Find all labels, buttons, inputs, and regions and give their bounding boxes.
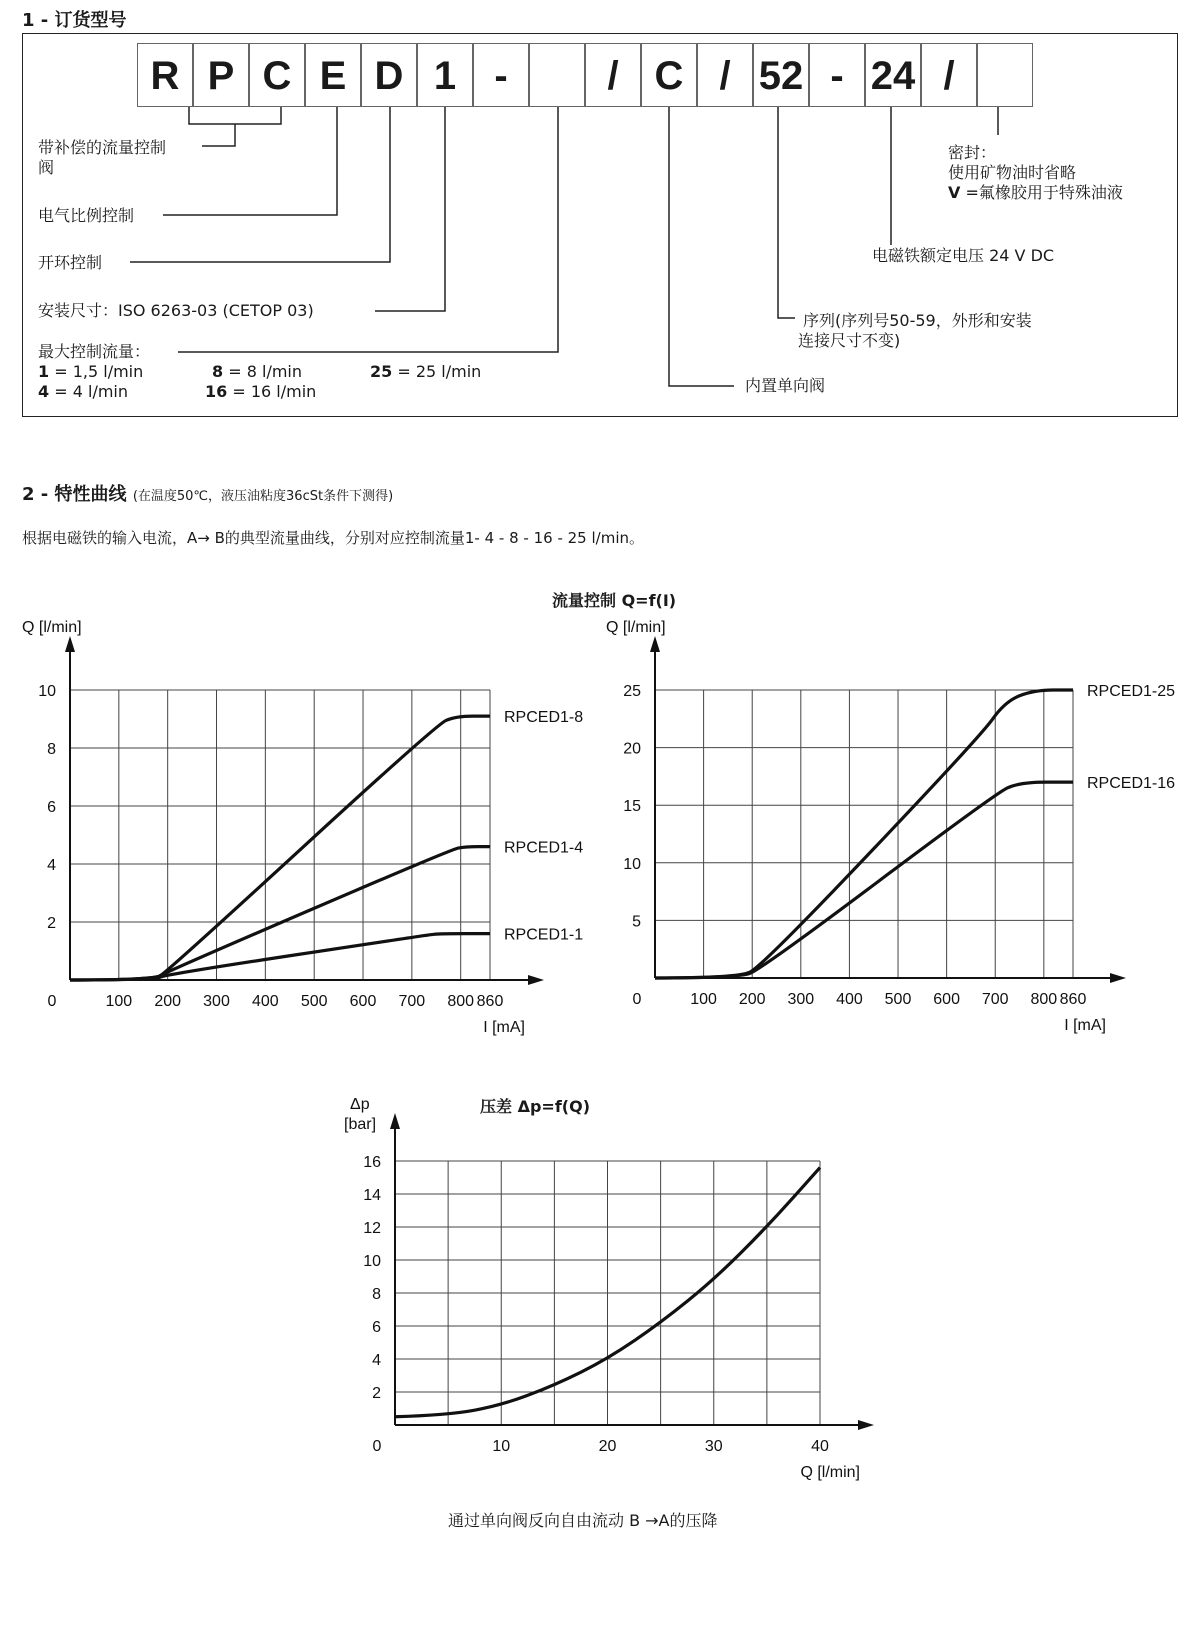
x-tick-label: 20 <box>598 1438 617 1455</box>
label-seal-title: 密封： <box>948 143 997 162</box>
label-seal-mineral: 使用矿物油时省略 <box>948 163 1077 182</box>
x-tick-label: 600 <box>349 993 377 1010</box>
y-axis-arrow <box>65 636 75 652</box>
x-tick-label: 0 <box>632 991 642 1008</box>
label-max-flow-title: 最大控制流量： <box>38 342 151 361</box>
x-tick-label: 30 <box>704 1438 723 1455</box>
x-axis-arrow <box>858 1420 874 1430</box>
code-cell: - <box>473 43 529 107</box>
label-seal-viton: V =氟橡胶用于特殊油液 <box>948 183 1123 202</box>
dp-caption: 通过单向阀反向自由流动 B →A的压降 <box>448 1511 718 1530</box>
code-cell: C <box>249 43 305 107</box>
x-tick-label: 0 <box>372 1438 382 1455</box>
code-cell: 52 <box>753 43 809 107</box>
y-tick-label: 2 <box>47 915 56 932</box>
x-tick-label: 300 <box>787 991 815 1008</box>
y-tick-label: 8 <box>372 1286 381 1303</box>
code-cell: / <box>921 43 977 107</box>
label-voltage: 电磁铁额定电压 24 V DC <box>872 246 1055 265</box>
y-axis-unit: [bar] <box>344 1116 377 1133</box>
label-compensated-valve-2: 阀 <box>38 158 55 177</box>
y-axis-arrow <box>390 1113 400 1129</box>
code-cell: P <box>193 43 249 107</box>
series-line <box>70 934 490 980</box>
y-axis-label: Δp <box>350 1096 370 1113</box>
label-check-valve: 内置单向阀 <box>745 376 826 395</box>
x-tick-label: 400 <box>836 991 863 1008</box>
flow-option-25: 25 = 25 l/min <box>370 362 482 381</box>
label-compensated-valve-1: 带补偿的流量控制 <box>38 138 167 157</box>
chart-flow-low <box>0 610 600 1036</box>
x-tick-label: 400 <box>251 993 279 1010</box>
x-tick-label: 600 <box>933 991 960 1008</box>
code-cell: 1 <box>417 43 473 107</box>
series-line <box>655 690 1073 978</box>
label-series-1: 序列(序列号50-59，外形和安装 <box>803 311 1032 330</box>
chart-flow-high <box>590 610 1200 1034</box>
y-tick-label: 5 <box>632 913 641 931</box>
flow-option-16: 16 = 16 l/min <box>205 382 317 401</box>
y-tick-label: 20 <box>623 740 641 758</box>
x-tick-label: 0 <box>47 993 57 1010</box>
order-code-connectors <box>0 0 1200 420</box>
x-tick-label: 200 <box>154 993 182 1010</box>
x-tick-label: 860 <box>1059 991 1087 1008</box>
x-tick-label: 700 <box>981 991 1009 1008</box>
label-mounting: 安装尺寸：ISO 6263-03 (CETOP 03) <box>38 301 314 320</box>
flow-option-8: 8 = 8 l/min <box>212 362 302 381</box>
y-tick-label: 25 <box>623 683 641 700</box>
dp-chart-title: 压差 Δp=f(Q) <box>480 1097 591 1116</box>
y-tick-label: 12 <box>363 1220 381 1237</box>
y-tick-label: 4 <box>47 857 56 874</box>
series-line <box>655 782 1073 978</box>
x-axis-label: Q [l/min] <box>800 1464 860 1481</box>
y-tick-label: 10 <box>38 683 56 700</box>
y-tick-label: 2 <box>372 1385 381 1402</box>
series-line <box>70 716 490 980</box>
x-tick-label: 100 <box>690 991 717 1008</box>
label-open-loop: 开环控制 <box>38 253 103 272</box>
x-tick-label: 700 <box>398 993 426 1010</box>
y-tick-label: 16 <box>363 1154 381 1171</box>
series-label: RPCED1-4 <box>504 839 584 857</box>
x-axis-label: I [mA] <box>1064 1017 1106 1034</box>
x-tick-label: 500 <box>884 991 912 1008</box>
x-tick-label: 10 <box>492 1438 511 1455</box>
y-tick-label: 6 <box>372 1319 381 1336</box>
code-cell: / <box>585 43 641 107</box>
code-cell: 24 <box>865 43 921 107</box>
y-tick-label: 6 <box>47 799 56 816</box>
series-label: RPCED1-8 <box>504 709 584 727</box>
y-tick-label: 4 <box>372 1352 381 1369</box>
x-tick-label: 800 <box>447 993 475 1010</box>
x-tick-label: 200 <box>738 991 766 1008</box>
x-tick-label: 40 <box>811 1438 829 1455</box>
code-cell: R <box>137 43 193 107</box>
code-cell: D <box>361 43 417 107</box>
code-cell: C <box>641 43 697 107</box>
y-axis-label: Q [l/min] <box>606 619 666 636</box>
x-tick-label: 800 <box>1030 991 1058 1008</box>
x-tick-label: 300 <box>203 993 230 1010</box>
flow-option-4: 4 = 4 l/min <box>38 382 128 401</box>
y-axis-label: Q [l/min] <box>22 619 82 636</box>
x-axis-label: I [mA] <box>483 1019 525 1036</box>
y-tick-label: 10 <box>363 1253 381 1270</box>
code-cell: - <box>809 43 865 107</box>
code-cell: E <box>305 43 361 107</box>
series-label: RPCED1-16 <box>1087 775 1176 793</box>
x-tick-label: 860 <box>476 993 504 1010</box>
section2-description: 根据电磁铁的输入电流，A→ B的典型流量曲线，分别对应控制流量1- 4 - 8 - 16 - 25 l/min。 <box>22 529 644 547</box>
y-tick-label: 10 <box>623 855 641 873</box>
y-tick-label: 8 <box>47 741 56 758</box>
label-series-2: 连接尺寸不变) <box>798 331 901 350</box>
section1-title: 1 - 订货型号 <box>22 10 127 31</box>
chart-pressure-drop <box>320 1085 880 1495</box>
code-cell: / <box>697 43 753 107</box>
x-axis-arrow <box>528 975 544 985</box>
x-axis-arrow <box>1110 973 1126 983</box>
x-tick-label: 500 <box>300 993 328 1010</box>
label-electric-proportional: 电气比例控制 <box>38 206 135 225</box>
series-label: RPCED1-1 <box>504 926 584 944</box>
flow-option-1: 1 = 1,5 l/min <box>38 362 144 381</box>
section2-title: 2 - 特性曲线 (在温度50℃，液压油粘度36cSt条件下测得) <box>22 484 394 505</box>
y-tick-label: 15 <box>623 798 641 816</box>
x-tick-label: 100 <box>105 993 133 1010</box>
y-axis-arrow <box>650 636 660 652</box>
y-tick-label: 14 <box>363 1187 381 1204</box>
flow-chart-title: 流量控制 Q=f(I) <box>552 591 677 610</box>
series-label: RPCED1-25 <box>1087 683 1176 700</box>
